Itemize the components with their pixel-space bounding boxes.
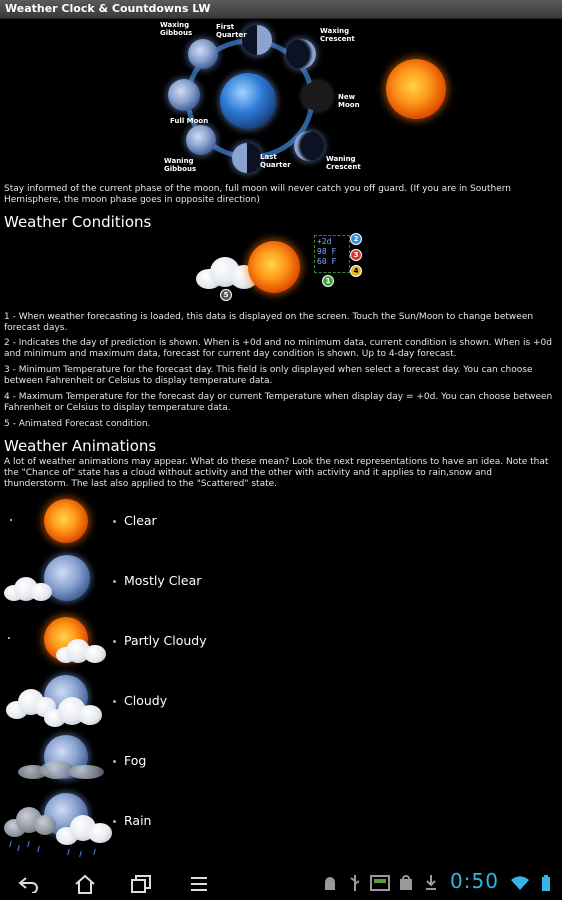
android-debug-icon[interactable] — [322, 874, 338, 892]
weather-conditions-heading: Weather Conditions — [4, 213, 152, 231]
forecast-min-temp: 98 F — [317, 247, 337, 256]
label-last-quarter: Last Quarter — [260, 153, 291, 169]
moon-intro-text: Stay informed of the current phase of the moon, full moon will never catch you off guard. (If you are in Southern Hemisphere, the moon phase goes in opposite direction) — [4, 184, 511, 205]
animation-label-cloudy: Cloudy — [124, 693, 168, 708]
condition-note-3: 3 - Minimum Temperature for the forecast day. This field is only displayed when select a forecast day. You can choose between Fahrenheit or Celsius to display temperature data. — [4, 365, 533, 386]
forecast-data-box — [314, 235, 350, 273]
condition-note-2: 2 - Indicates the day of prediction is shown. When is +0d and no minimum data, current condition is shown. When is +0d and minimum and maximum data, forecast for current day condition is shown. Up to 4-day forecast. — [4, 338, 552, 359]
condition-note-5: 5 - Animated Forecast condition. — [4, 419, 151, 429]
back-icon — [18, 875, 40, 893]
rain-drop — [9, 841, 12, 847]
forecast-day: +2d — [317, 237, 332, 246]
condition-note-1: 1 - When weather forecasting is loaded, this data is displayed on the screen. Touch the Sun/Moon to change between forecast days. — [4, 312, 534, 333]
cloud-icon — [56, 815, 114, 845]
rain-drop — [93, 849, 96, 855]
star-dot — [10, 519, 12, 521]
label-first-quarter: First Quarter — [216, 23, 247, 39]
home-button[interactable] — [70, 873, 100, 895]
callout-2: 2 — [350, 233, 362, 245]
callout-4: 4 — [350, 265, 362, 277]
app-title: Weather Clock & Countdowns LW — [5, 2, 211, 15]
label-waxing-crescent: Waxing Crescent — [320, 27, 355, 43]
list-bullet — [113, 760, 116, 763]
cloud-icon — [56, 637, 108, 665]
animation-row-rain — [0, 791, 562, 867]
animation-row-fog — [0, 731, 562, 787]
star-dot — [8, 637, 10, 639]
label-new-moon: New Moon — [338, 93, 360, 109]
callout-3: 3 — [350, 249, 362, 261]
moon-waxing-crescent-icon — [286, 39, 316, 69]
animation-label-fog: Fog — [124, 753, 147, 768]
forecast-max-temp: 60 F — [317, 257, 337, 266]
animation-row-cloudy — [0, 671, 562, 727]
animation-row-partly-cloudy — [0, 611, 562, 667]
sun-icon — [248, 241, 300, 293]
app-title-bar — [0, 0, 562, 19]
rain-drop — [37, 846, 40, 852]
moon-full-icon — [168, 79, 200, 111]
animation-label-mostly-clear: Mostly Clear — [124, 573, 202, 588]
animations-intro-text: A lot of weather animations may appear. What do these mean? Look the next representations to have an idea. Note that the "Chance of" state has a cloud without activity and the other with activity and it applies to rain,snow and thunderstorm. The last also applied to the "Scattered" state. — [4, 457, 549, 489]
moon-waning-crescent-icon — [294, 131, 324, 161]
cloud-icon — [44, 697, 104, 727]
status-clock[interactable]: 0:50 — [450, 869, 499, 893]
list-bullet — [113, 700, 116, 703]
animation-label-rain: Rain — [124, 813, 152, 828]
animation-row-mostly-clear — [0, 551, 562, 607]
sun-icon — [386, 59, 446, 119]
menu-button[interactable] — [184, 873, 214, 895]
list-bullet — [113, 580, 116, 583]
moon-phase-diagram — [160, 19, 402, 179]
battery-icon[interactable] — [540, 874, 552, 892]
label-full-moon: Full Moon — [170, 117, 209, 125]
store-icon[interactable] — [398, 874, 414, 892]
back-button[interactable] — [14, 873, 44, 895]
menu-icon — [190, 875, 208, 893]
rain-cloud-icon — [4, 807, 58, 837]
label-waning-crescent: Waning Crescent — [326, 155, 361, 171]
sun-icon — [44, 499, 88, 543]
moon-waning-gibbous-icon — [186, 125, 216, 155]
usb-icon[interactable] — [348, 874, 362, 892]
earth-icon — [220, 73, 276, 129]
recent-apps-icon — [130, 874, 152, 894]
label-waxing-gibbous: Waxing Gibbous — [160, 21, 193, 37]
callout-1: 1 — [322, 275, 334, 287]
animation-row-clear — [0, 491, 562, 547]
screenshot-icon[interactable] — [370, 874, 390, 892]
list-bullet — [113, 520, 116, 523]
condition-note-4: 4 - Maximum Temperature for the forecast day or current Temperature when display day = +0d. You can choose between Fahrenheit or Celsius to display temperature data. — [4, 392, 553, 413]
moon-last-quarter-icon — [232, 143, 262, 173]
wifi-icon[interactable] — [510, 874, 530, 892]
home-icon — [73, 874, 97, 894]
weather-conditions-diagram — [190, 233, 370, 303]
moon-new-icon — [302, 81, 332, 111]
list-bullet — [113, 640, 116, 643]
label-waning-gibbous: Waning Gibbous — [164, 157, 197, 173]
cloud-icon — [4, 575, 54, 603]
animation-label-partly-cloudy: Partly Cloudy — [124, 633, 207, 648]
weather-animations-heading: Weather Animations — [4, 437, 157, 455]
list-bullet — [113, 820, 116, 823]
moon-waxing-gibbous-icon — [188, 39, 218, 69]
rain-drop — [17, 845, 20, 851]
rain-drop — [27, 841, 30, 847]
callout-5: 5 — [220, 289, 232, 301]
page-content[interactable] — [0, 19, 562, 867]
animation-label-clear: Clear — [124, 513, 157, 528]
fog-icon — [18, 757, 110, 781]
recent-apps-button[interactable] — [126, 873, 156, 895]
download-icon[interactable] — [424, 874, 438, 892]
system-navigation-bar — [0, 867, 562, 900]
rain-drop — [67, 849, 70, 855]
rain-drop — [79, 851, 82, 857]
